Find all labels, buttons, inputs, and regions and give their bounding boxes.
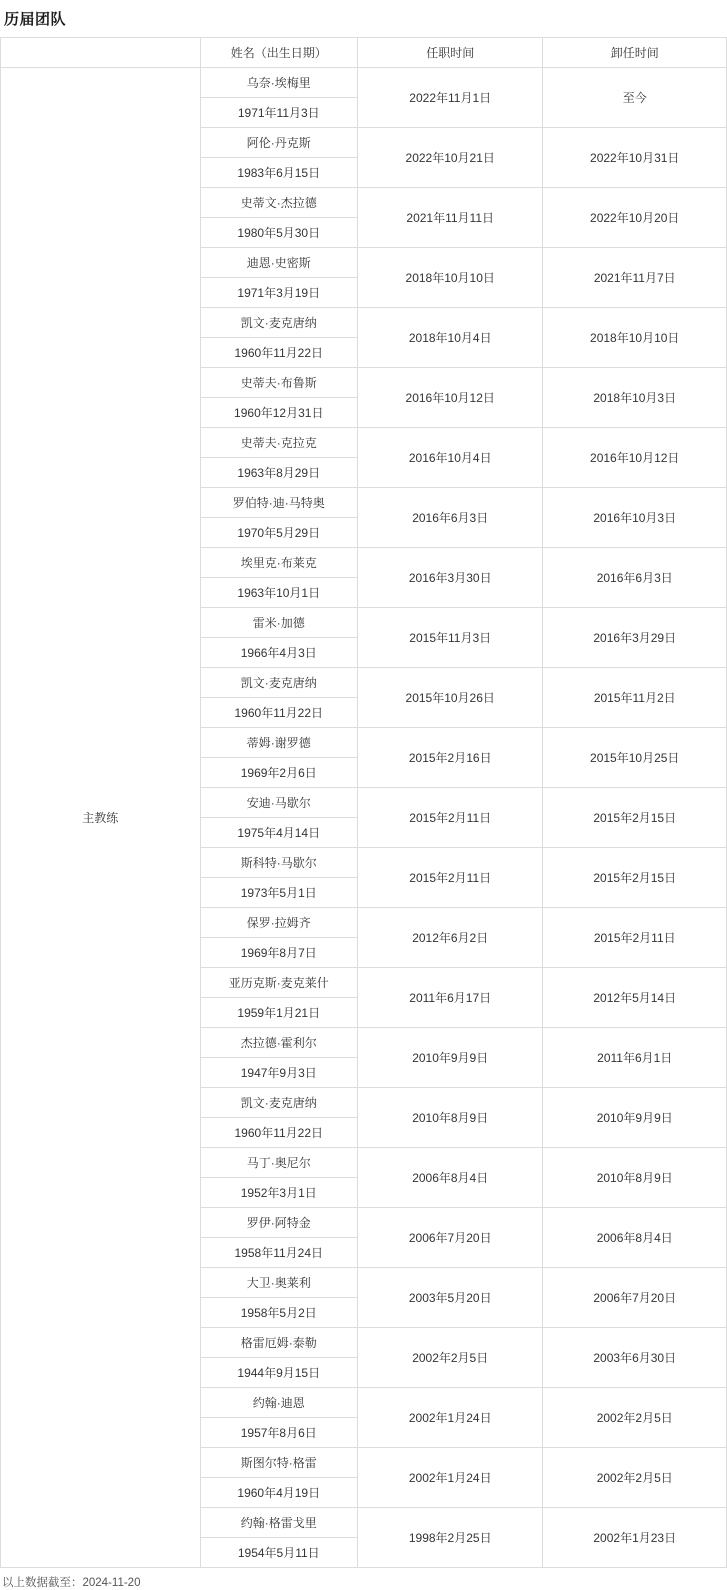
coach-name: 斯科特·马歇尔 bbox=[200, 848, 357, 878]
coach-birth-date: 1971年11月3日 bbox=[200, 98, 357, 128]
coach-birth-date: 1958年5月2日 bbox=[200, 1298, 357, 1328]
coach-birth-date: 1960年11月22日 bbox=[200, 1118, 357, 1148]
table-row bbox=[1, 68, 727, 98]
departure-date: 至今 bbox=[543, 68, 727, 128]
coach-birth-date: 1966年4月3日 bbox=[200, 638, 357, 668]
appointment-date: 2015年10月26日 bbox=[357, 668, 543, 728]
coach-name: 格雷厄姆·泰勒 bbox=[200, 1328, 357, 1358]
coach-birth-date: 1983年6月15日 bbox=[200, 158, 357, 188]
appointment-date: 2016年10月4日 bbox=[357, 428, 543, 488]
appointment-date: 2015年11月3日 bbox=[357, 608, 543, 668]
appointment-date: 2006年8月4日 bbox=[357, 1148, 543, 1208]
coach-name: 罗伯特·迪·马特奥 bbox=[200, 488, 357, 518]
departure-date: 2018年10月10日 bbox=[543, 308, 727, 368]
appointment-date: 2016年10月12日 bbox=[357, 368, 543, 428]
coach-birth-date: 1975年4月14日 bbox=[200, 818, 357, 848]
coach-name: 史蒂夫·布鲁斯 bbox=[200, 368, 357, 398]
coach-birth-date: 1960年11月22日 bbox=[200, 698, 357, 728]
coach-name: 埃里克·布莱克 bbox=[200, 548, 357, 578]
coach-name: 阿伦·丹克斯 bbox=[200, 128, 357, 158]
departure-date: 2006年7月20日 bbox=[543, 1268, 727, 1328]
coach-birth-date: 1969年2月6日 bbox=[200, 758, 357, 788]
appointment-date: 2003年5月20日 bbox=[357, 1268, 543, 1328]
departure-date: 2012年5月14日 bbox=[543, 968, 727, 1028]
coach-birth-date: 1958年11月24日 bbox=[200, 1238, 357, 1268]
coach-name: 雷米·加德 bbox=[200, 608, 357, 638]
table-body bbox=[1, 68, 727, 1568]
appointment-date: 2022年10月21日 bbox=[357, 128, 543, 188]
appointment-date: 2010年9月9日 bbox=[357, 1028, 543, 1088]
page-title: 历届团队 bbox=[4, 11, 67, 28]
departure-date: 2016年6月3日 bbox=[543, 548, 727, 608]
coach-name: 罗伊·阿特金 bbox=[200, 1208, 357, 1238]
coach-birth-date: 1957年8月6日 bbox=[200, 1418, 357, 1448]
coach-birth-date: 1960年11月22日 bbox=[200, 338, 357, 368]
appointment-date: 2012年6月2日 bbox=[357, 908, 543, 968]
coach-name: 约翰·格雷戈里 bbox=[200, 1508, 357, 1538]
coach-name: 斯图尔特·格雷 bbox=[200, 1448, 357, 1478]
coach-birth-date: 1947年9月3日 bbox=[200, 1058, 357, 1088]
appointment-date: 2015年2月16日 bbox=[357, 728, 543, 788]
table-header bbox=[1, 38, 727, 68]
header-name: 姓名（出生日期） bbox=[200, 38, 357, 68]
appointment-date: 2006年7月20日 bbox=[357, 1208, 543, 1268]
departure-date: 2018年10月3日 bbox=[543, 368, 727, 428]
coach-name: 约翰·迪恩 bbox=[200, 1388, 357, 1418]
header-start-date: 任职时间 bbox=[357, 38, 543, 68]
coach-birth-date: 1960年4月19日 bbox=[200, 1478, 357, 1508]
coach-birth-date: 1980年5月30日 bbox=[200, 218, 357, 248]
coach-name: 马丁·奥尼尔 bbox=[200, 1148, 357, 1178]
appointment-date: 2022年11月1日 bbox=[357, 68, 543, 128]
historical-teams-table bbox=[0, 37, 727, 1568]
departure-date: 2002年2月5日 bbox=[543, 1448, 727, 1508]
departure-date: 2015年2月11日 bbox=[543, 908, 727, 968]
coach-birth-date: 1971年3月19日 bbox=[200, 278, 357, 308]
departure-date: 2016年10月3日 bbox=[543, 488, 727, 548]
departure-date: 2010年8月9日 bbox=[543, 1148, 727, 1208]
appointment-date: 2002年1月24日 bbox=[357, 1448, 543, 1508]
coach-name: 凯文·麦克唐纳 bbox=[200, 308, 357, 338]
role-label: 主教练 bbox=[1, 68, 201, 1568]
coach-birth-date: 1973年5月1日 bbox=[200, 878, 357, 908]
coach-name: 迪恩·史密斯 bbox=[200, 248, 357, 278]
coach-name: 亚历克斯·麦克莱什 bbox=[200, 968, 357, 998]
departure-date: 2016年3月29日 bbox=[543, 608, 727, 668]
coach-birth-date: 1944年9月15日 bbox=[200, 1358, 357, 1388]
appointment-date: 2011年6月17日 bbox=[357, 968, 543, 1028]
coach-birth-date: 1970年5月29日 bbox=[200, 518, 357, 548]
header-end-date: 卸任时间 bbox=[543, 38, 727, 68]
coach-name: 史蒂文·杰拉德 bbox=[200, 188, 357, 218]
coach-name: 史蒂夫·克拉克 bbox=[200, 428, 357, 458]
appointment-date: 1998年2月25日 bbox=[357, 1508, 543, 1568]
coach-name: 大卫·奥莱利 bbox=[200, 1268, 357, 1298]
departure-date: 2015年2月15日 bbox=[543, 848, 727, 908]
appointment-date: 2010年8月9日 bbox=[357, 1088, 543, 1148]
footnote: 以上数据截至：2024-11-20 bbox=[2, 1577, 141, 1589]
coach-name: 凯文·麦克唐纳 bbox=[200, 668, 357, 698]
departure-date: 2002年2月5日 bbox=[543, 1388, 727, 1448]
coach-birth-date: 1963年8月29日 bbox=[200, 458, 357, 488]
departure-date: 2021年11月7日 bbox=[543, 248, 727, 308]
departure-date: 2003年6月30日 bbox=[543, 1328, 727, 1388]
coach-name: 杰拉德·霍利尔 bbox=[200, 1028, 357, 1058]
departure-date: 2022年10月20日 bbox=[543, 188, 727, 248]
appointment-date: 2015年2月11日 bbox=[357, 848, 543, 908]
appointment-date: 2021年11月11日 bbox=[357, 188, 543, 248]
coach-birth-date: 1963年10月1日 bbox=[200, 578, 357, 608]
departure-date: 2010年9月9日 bbox=[543, 1088, 727, 1148]
departure-date: 2006年8月4日 bbox=[543, 1208, 727, 1268]
coach-birth-date: 1960年12月31日 bbox=[200, 398, 357, 428]
departure-date: 2015年11月2日 bbox=[543, 668, 727, 728]
coach-name: 蒂姆·谢罗德 bbox=[200, 728, 357, 758]
departure-date: 2011年6月1日 bbox=[543, 1028, 727, 1088]
appointment-date: 2016年6月3日 bbox=[357, 488, 543, 548]
appointment-date: 2018年10月10日 bbox=[357, 248, 543, 308]
departure-date: 2022年10月31日 bbox=[543, 128, 727, 188]
appointment-date: 2002年1月24日 bbox=[357, 1388, 543, 1448]
appointment-date: 2018年10月4日 bbox=[357, 308, 543, 368]
coach-birth-date: 1952年3月1日 bbox=[200, 1178, 357, 1208]
coach-name: 保罗·拉姆齐 bbox=[200, 908, 357, 938]
departure-date: 2015年10月25日 bbox=[543, 728, 727, 788]
table-header-row bbox=[1, 38, 727, 68]
coach-birth-date: 1969年8月7日 bbox=[200, 938, 357, 968]
coach-name: 凯文·麦克唐纳 bbox=[200, 1088, 357, 1118]
appointment-date: 2002年2月5日 bbox=[357, 1328, 543, 1388]
appointment-date: 2016年3月30日 bbox=[357, 548, 543, 608]
coach-birth-date: 1959年1月21日 bbox=[200, 998, 357, 1028]
departure-date: 2016年10月12日 bbox=[543, 428, 727, 488]
departure-date: 2002年1月23日 bbox=[543, 1508, 727, 1568]
departure-date: 2015年2月15日 bbox=[543, 788, 727, 848]
appointment-date: 2015年2月11日 bbox=[357, 788, 543, 848]
header-spacer bbox=[1, 38, 201, 68]
coach-birth-date: 1954年5月11日 bbox=[200, 1538, 357, 1568]
coach-name: 乌奈·埃梅里 bbox=[200, 68, 357, 98]
coach-name: 安迪·马歇尔 bbox=[200, 788, 357, 818]
